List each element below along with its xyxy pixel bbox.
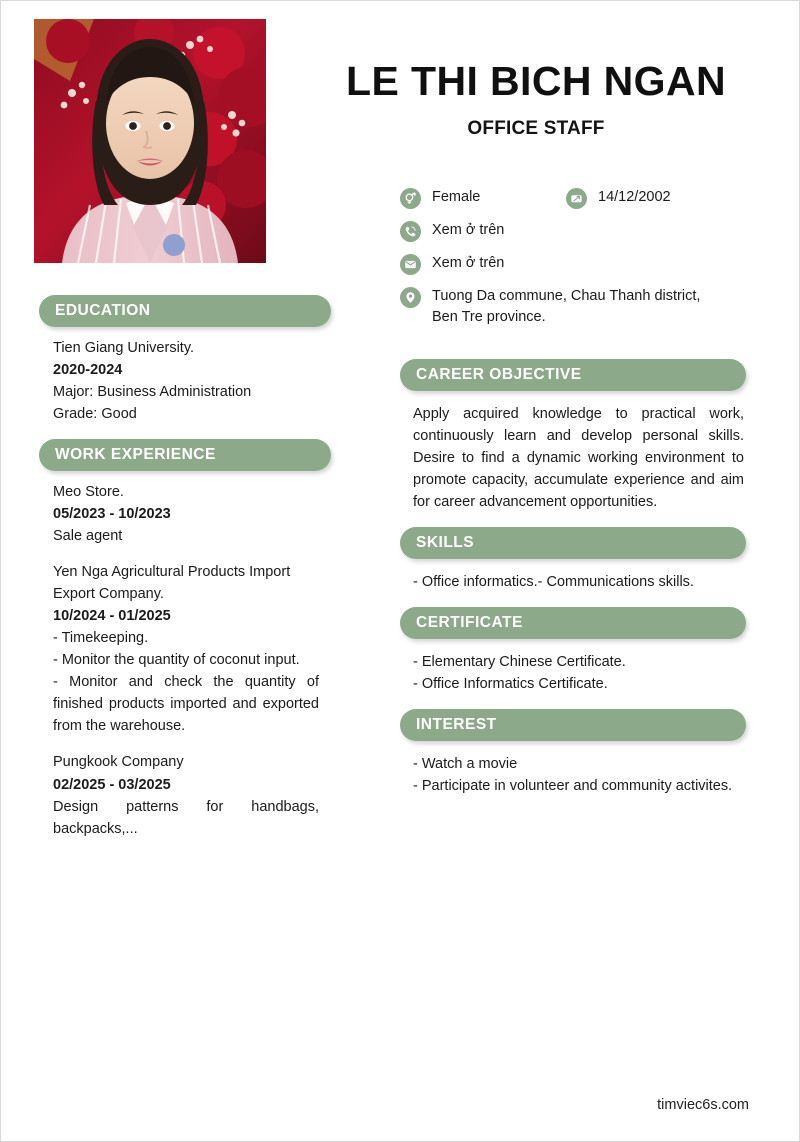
contact-item-gender [400, 187, 566, 209]
footer-watermark: timviec6s.com [657, 1097, 749, 1113]
work-period: 10/2024 - 01/2025 [53, 608, 171, 625]
profile-photo [34, 19, 266, 263]
work-detail: - Timekeeping. [53, 630, 149, 647]
left-column [39, 295, 331, 840]
certificate-content [400, 639, 746, 695]
contact-item-birthday [566, 187, 671, 209]
section-header-education: EDUCATION [39, 295, 331, 327]
section-header-career-objective: CAREER OBJECTIVE [400, 359, 746, 391]
interest-item: - Watch a movie [413, 756, 518, 773]
right-column [400, 359, 746, 797]
certificate-item: - Office Informatics Certificate. [413, 676, 608, 693]
career-objective-text: Apply acquired knowledge to practical work, continuously learn and develop personal skills. Desire to find a dynamic working environment to promote capacity, accumulate experience and aim for career advancement opportunities. [413, 406, 744, 511]
phone-value: Xem ở trên [432, 222, 505, 238]
work-detail: - Monitor the quantity of coconut input. [53, 652, 300, 669]
work-detail: Design patterns for handbags, backpacks,... [53, 798, 319, 837]
education-school: Tien Giang University. [53, 340, 195, 356]
location-pin-icon [400, 287, 421, 308]
birthday-value: 14/12/2002 [598, 189, 671, 205]
work-experience-content [39, 471, 331, 839]
work-period: 05/2023 - 10/2023 [53, 506, 171, 523]
contact-row-phone [400, 220, 760, 242]
interest-content [400, 741, 746, 797]
work-detail: Sale agent [53, 528, 123, 545]
section-header-skills: SKILLS [400, 527, 746, 559]
gender-value: Female [432, 189, 481, 205]
work-company: Pungkook Company [53, 754, 184, 771]
contact-row-email [400, 253, 760, 275]
address-line-2: Ben Tre province. [432, 308, 546, 325]
skills-content [400, 559, 746, 593]
certificate-item: - Elementary Chinese Certificate. [413, 654, 626, 671]
phone-icon [400, 221, 421, 242]
work-company: Yen Nga Agricultural Products Import Export Company. [53, 564, 291, 603]
contact-row-gender-birthday [400, 187, 760, 209]
page-title: LE THI BICH NGAN [346, 58, 726, 104]
email-value: Xem ở trên [432, 255, 505, 271]
address-line-1: Tuong Da commune, Chau Thanh district, [432, 288, 701, 304]
work-period: 02/2025 - 03/2025 [53, 776, 171, 793]
section-header-work-experience: WORK EXPERIENCE [39, 439, 331, 471]
work-detail: - Monitor and check the quantity of finished products imported and exported from the warehouse. [53, 674, 319, 735]
work-entry [53, 561, 319, 737]
section-header-certificate: CERTIFICATE [400, 607, 746, 639]
section-header-interest: INTEREST [400, 709, 746, 741]
email-icon [400, 254, 421, 275]
job-role: OFFICE STAFF [467, 118, 605, 140]
skill-item: - Office informatics.- Communications skills. [413, 574, 694, 591]
education-major: Major: Business Administration [53, 384, 252, 401]
headline [301, 59, 771, 140]
work-company: Meo Store. [53, 484, 124, 501]
education-years: 2020-2024 [53, 362, 123, 379]
education-content [39, 327, 331, 425]
gender-icon [400, 188, 421, 209]
interest-item: - Participate in volunteer and community activites. [413, 778, 733, 795]
contact-list [400, 187, 760, 338]
education-grade: Grade: Good [53, 406, 137, 423]
contact-row-address [400, 286, 760, 327]
calendar-icon [566, 188, 587, 209]
work-entry [53, 481, 319, 547]
work-entry [53, 751, 319, 839]
